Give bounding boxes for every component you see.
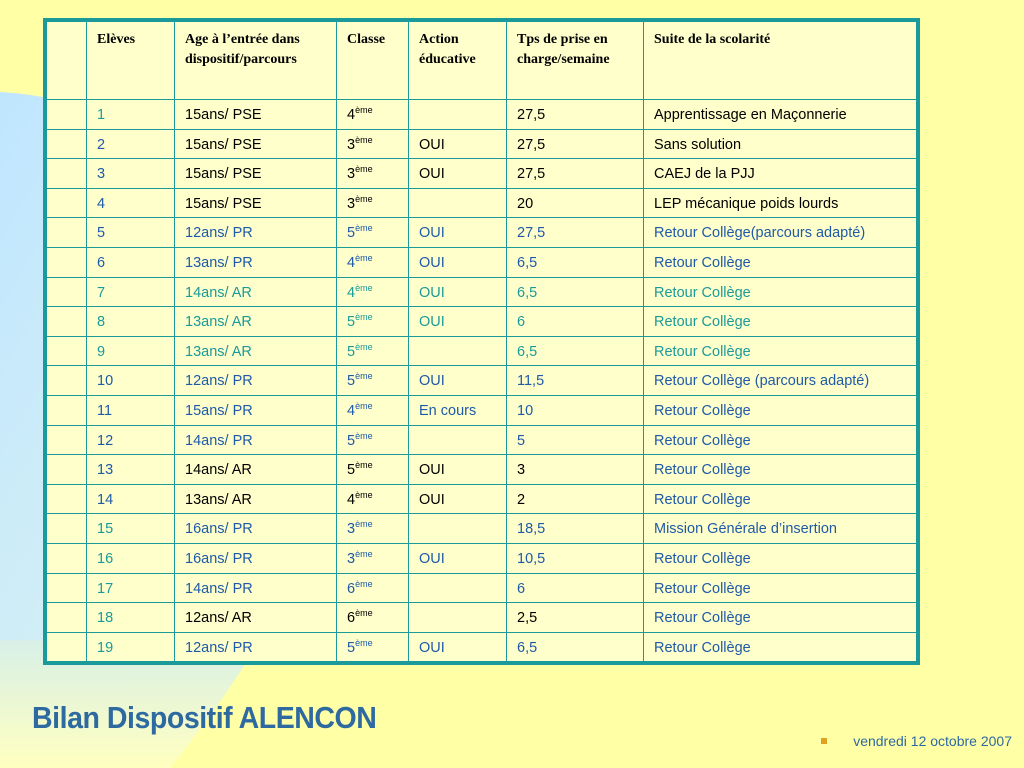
cell-suite: Retour Collège [644, 573, 917, 603]
cell-eleve: 15 [87, 514, 175, 544]
cell-classe [337, 573, 409, 603]
cell-eleve: 19 [87, 632, 175, 662]
cell-action: OUI [409, 366, 507, 396]
classe-number: 3 [347, 136, 356, 153]
footer [821, 733, 1012, 749]
cell-age: 14ans/ AR [175, 277, 337, 307]
classe-number: 4 [347, 107, 356, 123]
cell-suite: Retour Collège [644, 247, 917, 277]
table-row [47, 632, 917, 662]
row-blank-cell [47, 573, 87, 603]
header-tps: Tps de prise en charge/semaine [507, 22, 644, 100]
table-row [47, 366, 917, 396]
cell-suite: Retour Collège [644, 336, 917, 366]
cell-classe [337, 603, 409, 633]
cell-suite: Retour Collège [644, 543, 917, 573]
cell-eleve: 10 [87, 366, 175, 396]
cell-tps: 6,5 [507, 247, 644, 277]
cell-suite: Retour Collège [644, 277, 917, 307]
classe-number: 3 [347, 195, 356, 212]
cell-suite: Retour Collège [644, 455, 917, 485]
footer-date: vendredi 12 octobre 2007 [853, 733, 1012, 749]
cell-age: 12ans/ PR [175, 218, 337, 248]
header-action: Action éducative [409, 22, 507, 100]
table-row [47, 455, 917, 485]
cell-suite: Apprentissage en Maçonnerie [644, 100, 917, 130]
classe-suffix: ème [355, 252, 373, 263]
row-blank-cell [47, 307, 87, 337]
classe-suffix: ème [355, 105, 373, 115]
cell-suite: Retour Collège(parcours adapté) [644, 218, 917, 248]
cell-eleve: 11 [87, 395, 175, 425]
cell-tps: 27,5 [507, 100, 644, 130]
cell-suite: LEP mécanique poids lourds [644, 188, 917, 218]
row-blank-cell [47, 514, 87, 544]
classe-suffix: ème [355, 578, 373, 589]
cell-eleve: 9 [87, 336, 175, 366]
footer-bullet-icon [821, 738, 827, 744]
cell-age: 15ans/ PSE [175, 188, 337, 218]
classe-suffix: ème [355, 637, 373, 648]
cell-tps: 10 [507, 395, 644, 425]
cell-action: OUI [409, 455, 507, 485]
row-blank-cell [47, 366, 87, 396]
cell-action [409, 336, 507, 366]
cell-suite: Retour Collège [644, 425, 917, 455]
table-row [47, 100, 917, 130]
classe-number: 5 [347, 314, 356, 331]
cell-action [409, 603, 507, 633]
classe-number: 5 [347, 225, 356, 242]
cell-action: OUI [409, 543, 507, 573]
cell-classe [337, 455, 409, 485]
table-row [47, 336, 917, 366]
cell-action [409, 188, 507, 218]
cell-tps: 6,5 [507, 336, 644, 366]
header-classe: Classe [337, 22, 409, 100]
classe-suffix: ème [355, 223, 373, 234]
cell-age: 15ans/ PSE [175, 159, 337, 189]
cell-age: 12ans/ AR [175, 603, 337, 633]
cell-age: 15ans/ PR [175, 395, 337, 425]
classe-suffix: ème [355, 460, 373, 471]
cell-tps: 6 [507, 307, 644, 337]
cell-eleve: 6 [87, 247, 175, 277]
table-row [47, 159, 917, 189]
cell-action: OUI [409, 247, 507, 277]
cell-suite: Retour Collège [644, 632, 917, 662]
header-eleves: Elèves [87, 22, 175, 100]
cell-suite: Retour Collège [644, 484, 917, 514]
slide-title: Bilan Dispositif ALENCON [32, 700, 377, 735]
cell-tps: 20 [507, 188, 644, 218]
results-table [43, 18, 920, 665]
cell-eleve: 4 [87, 188, 175, 218]
classe-suffix: ème [355, 193, 373, 204]
cell-eleve: 5 [87, 218, 175, 248]
classe-number: 5 [347, 373, 356, 390]
classe-number: 4 [347, 284, 356, 301]
classe-suffix: ème [355, 519, 373, 530]
classe-suffix: ème [355, 430, 373, 441]
cell-action: OUI [409, 632, 507, 662]
cell-classe [337, 247, 409, 277]
cell-tps: 5 [507, 425, 644, 455]
table-row [47, 188, 917, 218]
classe-number: 4 [347, 254, 356, 271]
cell-tps: 10,5 [507, 543, 644, 573]
cell-eleve: 12 [87, 425, 175, 455]
classe-number: 6 [347, 580, 356, 597]
cell-tps: 2 [507, 484, 644, 514]
cell-age: 13ans/ PR [175, 247, 337, 277]
classe-number: 3 [347, 166, 356, 183]
cell-classe [337, 100, 409, 130]
cell-tps: 2,5 [507, 603, 644, 633]
row-blank-cell [47, 277, 87, 307]
cell-eleve: 16 [87, 543, 175, 573]
cell-action [409, 573, 507, 603]
cell-age: 13ans/ AR [175, 307, 337, 337]
row-blank-cell [47, 603, 87, 633]
table-row [47, 603, 917, 633]
cell-age: 14ans/ PR [175, 425, 337, 455]
table-row [47, 307, 917, 337]
table-header-row [47, 22, 917, 100]
row-blank-cell [47, 425, 87, 455]
classe-number: 6 [347, 610, 356, 627]
cell-eleve: 7 [87, 277, 175, 307]
cell-age: 12ans/ PR [175, 366, 337, 396]
row-blank-cell [47, 247, 87, 277]
row-blank-cell [47, 395, 87, 425]
cell-classe [337, 395, 409, 425]
classe-suffix: ème [355, 341, 373, 352]
cell-classe [337, 543, 409, 573]
cell-action: OUI [409, 277, 507, 307]
cell-age: 13ans/ AR [175, 484, 337, 514]
cell-action: OUI [409, 129, 507, 159]
cell-eleve: 13 [87, 455, 175, 485]
cell-suite: CAEJ de la PJJ [644, 159, 917, 189]
header-blank [47, 22, 87, 100]
table-row [47, 543, 917, 573]
cell-eleve: 3 [87, 159, 175, 189]
classe-suffix: ème [355, 134, 373, 145]
cell-classe [337, 159, 409, 189]
cell-action: OUI [409, 484, 507, 514]
header-age: Age à l’entrée dans dispositif/parcours [175, 22, 337, 100]
cell-age: 15ans/ PSE [175, 129, 337, 159]
classe-number: 4 [347, 491, 356, 508]
row-blank-cell [47, 218, 87, 248]
cell-classe [337, 366, 409, 396]
table-row [47, 218, 917, 248]
cell-age: 14ans/ PR [175, 573, 337, 603]
classe-suffix: ème [355, 489, 373, 500]
cell-classe [337, 336, 409, 366]
cell-age: 13ans/ AR [175, 336, 337, 366]
cell-classe [337, 277, 409, 307]
table-row [47, 425, 917, 455]
cell-suite: Retour Collège [644, 603, 917, 633]
classe-suffix: ème [355, 400, 373, 411]
cell-action: OUI [409, 218, 507, 248]
cell-eleve: 8 [87, 307, 175, 337]
table-body [47, 100, 917, 662]
row-blank-cell [47, 455, 87, 485]
classe-number: 5 [347, 462, 356, 479]
table-row [47, 277, 917, 307]
cell-age: 14ans/ AR [175, 455, 337, 485]
row-blank-cell [47, 336, 87, 366]
classe-suffix: ème [355, 371, 373, 382]
cell-classe [337, 129, 409, 159]
row-blank-cell [47, 543, 87, 573]
cell-action [409, 425, 507, 455]
table-row [47, 514, 917, 544]
cell-suite: Retour Collège (parcours adapté) [644, 366, 917, 396]
cell-classe [337, 425, 409, 455]
classe-number: 5 [347, 639, 356, 656]
cell-action: En cours [409, 395, 507, 425]
classe-suffix: ème [355, 164, 373, 175]
cell-suite: Sans solution [644, 129, 917, 159]
cell-tps: 27,5 [507, 159, 644, 189]
classe-suffix: ème [355, 282, 373, 293]
cell-action [409, 514, 507, 544]
cell-age: 15ans/ PSE [175, 100, 337, 130]
cell-classe [337, 307, 409, 337]
row-blank-cell [47, 188, 87, 218]
cell-suite: Mission Générale d’insertion [644, 514, 917, 544]
cell-classe [337, 514, 409, 544]
cell-eleve: 2 [87, 129, 175, 159]
cell-tps: 11,5 [507, 366, 644, 396]
cell-classe [337, 484, 409, 514]
row-blank-cell [47, 100, 87, 130]
row-blank-cell [47, 632, 87, 662]
cell-classe [337, 218, 409, 248]
table-row [47, 573, 917, 603]
cell-tps: 6,5 [507, 632, 644, 662]
classe-suffix: ème [355, 548, 373, 559]
cell-eleve: 18 [87, 603, 175, 633]
cell-tps: 27,5 [507, 218, 644, 248]
cell-tps: 3 [507, 455, 644, 485]
cell-eleve: 1 [87, 100, 175, 130]
cell-classe [337, 188, 409, 218]
table-row [47, 484, 917, 514]
classe-suffix: ème [355, 312, 373, 323]
classe-number: 3 [347, 550, 356, 567]
table-row [47, 395, 917, 425]
row-blank-cell [47, 484, 87, 514]
row-blank-cell [47, 159, 87, 189]
cell-tps: 6 [507, 573, 644, 603]
classe-suffix: ème [355, 608, 373, 619]
cell-tps: 27,5 [507, 129, 644, 159]
cell-classe [337, 632, 409, 662]
cell-age: 16ans/ PR [175, 543, 337, 573]
cell-age: 12ans/ PR [175, 632, 337, 662]
table-row [47, 129, 917, 159]
classe-number: 3 [347, 521, 356, 538]
cell-tps: 18,5 [507, 514, 644, 544]
row-blank-cell [47, 129, 87, 159]
table-row [47, 247, 917, 277]
cell-suite: Retour Collège [644, 307, 917, 337]
cell-action [409, 100, 507, 130]
classe-number: 4 [347, 402, 356, 419]
classe-number: 5 [347, 432, 356, 449]
cell-tps: 6,5 [507, 277, 644, 307]
cell-action: OUI [409, 159, 507, 189]
cell-action: OUI [409, 307, 507, 337]
classe-number: 5 [347, 343, 356, 360]
cell-age: 16ans/ PR [175, 514, 337, 544]
header-suite: Suite de la scolarité [644, 22, 917, 100]
cell-eleve: 14 [87, 484, 175, 514]
cell-suite: Retour Collège [644, 395, 917, 425]
cell-eleve: 17 [87, 573, 175, 603]
